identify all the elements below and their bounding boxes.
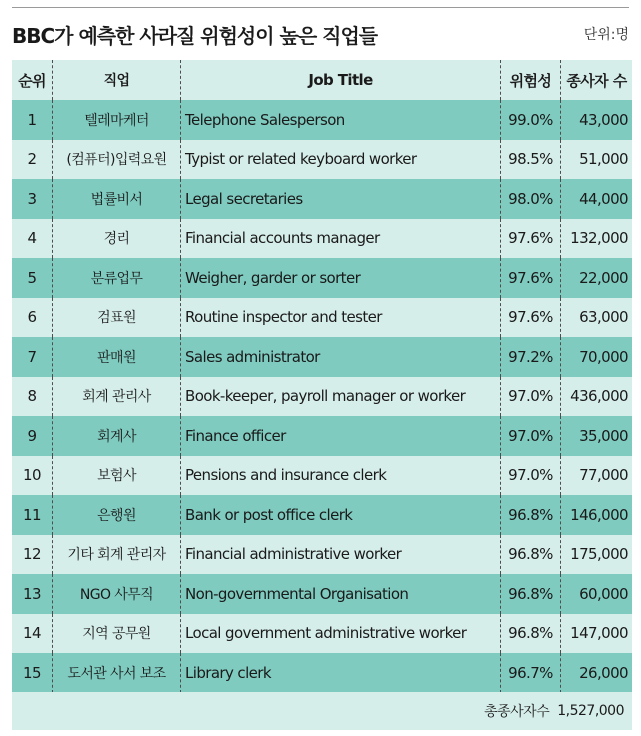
job-title-cell: Routine inspector and tester — [180, 298, 500, 338]
job-title-cell: Local government administrative worker — [180, 614, 500, 654]
job-kr-cell: (컴퓨터)입력요원 — [52, 140, 180, 180]
employees-cell: 63,000 — [560, 298, 632, 338]
job-title-cell: Financial accounts manager — [180, 219, 500, 259]
risk-cell: 96.8% — [500, 495, 560, 535]
table-row — [12, 377, 632, 417]
rank-cell: 1 — [27, 110, 37, 129]
job-kr-cell: 보험사 — [52, 456, 180, 496]
risk-cell: 97.0% — [500, 377, 560, 417]
total-value: 1,527,000 — [557, 703, 624, 719]
table-row — [12, 614, 632, 654]
job-kr-cell: 회계 관리사 — [52, 377, 180, 417]
job-title-cell: Weigher, garder or sorter — [180, 258, 500, 298]
job-kr-cell: 법률비서 — [52, 179, 180, 219]
job-kr-cell: 지역 공무원 — [52, 614, 180, 654]
employees-cell: 146,000 — [560, 495, 632, 535]
risk-cell: 96.7% — [500, 653, 560, 693]
risk-cell: 96.8% — [500, 535, 560, 575]
risk-cell: 96.8% — [500, 574, 560, 614]
top-rule — [12, 7, 629, 8]
table-row — [12, 535, 632, 575]
table-row — [12, 258, 632, 298]
rank-cell: 13 — [23, 584, 41, 603]
job-title-cell: Typist or related keyboard worker — [180, 140, 500, 180]
table-row — [12, 495, 632, 535]
rank-cell: 2 — [27, 150, 37, 169]
employees-cell: 132,000 — [560, 219, 632, 259]
unit-label: 단위:명 — [583, 27, 629, 43]
job-title-cell: Book-keeper, payroll manager or worker — [180, 377, 500, 417]
job-kr-cell: 경리 — [52, 219, 180, 259]
employees-cell: 51,000 — [560, 140, 632, 180]
rank-cell: 14 — [23, 624, 41, 643]
rank-cell: 15 — [23, 663, 41, 682]
rank-cell: 8 — [27, 387, 37, 406]
risk-cell: 97.0% — [500, 456, 560, 496]
table-row — [12, 179, 632, 219]
job-title-cell: Finance officer — [180, 416, 500, 456]
risk-cell: 98.5% — [500, 140, 560, 180]
table-header — [12, 60, 632, 100]
job-title-cell: Telephone Salesperson — [180, 100, 500, 140]
employees-cell: 43,000 — [560, 100, 632, 140]
table-row — [12, 574, 632, 614]
job-kr-cell: 도서관 사서 보조 — [52, 653, 180, 693]
header-risk: 위험성 — [500, 60, 560, 100]
employees-cell: 44,000 — [560, 179, 632, 219]
risk-cell: 98.0% — [500, 179, 560, 219]
employees-cell: 26,000 — [560, 653, 632, 693]
rank-cell: 11 — [23, 505, 41, 524]
header-job-title: Job Title — [180, 60, 500, 100]
job-title-cell: Pensions and insurance clerk — [180, 456, 500, 496]
rank-cell: 6 — [27, 308, 37, 327]
employees-cell: 70,000 — [560, 337, 632, 377]
header-employees: 종사자 수 — [560, 60, 632, 100]
risk-cell: 97.2% — [500, 337, 560, 377]
header-job-kr: 직업 — [52, 60, 180, 100]
table-row — [12, 100, 632, 140]
employees-cell: 175,000 — [560, 535, 632, 575]
risk-cell: 97.6% — [500, 219, 560, 259]
table-row — [12, 140, 632, 180]
risk-cell: 97.0% — [500, 416, 560, 456]
title-row — [12, 14, 629, 54]
job-kr-cell: 검표원 — [52, 298, 180, 338]
table-row — [12, 653, 632, 693]
job-title-cell: Sales administrator — [180, 337, 500, 377]
job-kr-cell: 은행원 — [52, 495, 180, 535]
employees-cell: 22,000 — [560, 258, 632, 298]
employees-cell: 147,000 — [560, 614, 632, 654]
rank-cell: 4 — [27, 229, 37, 248]
rank-cell: 7 — [27, 347, 37, 366]
table-body — [12, 100, 632, 693]
job-kr-cell: 분류업무 — [52, 258, 180, 298]
table-row — [12, 337, 632, 377]
rank-cell: 9 — [27, 426, 37, 445]
table-row — [12, 219, 632, 259]
job-title-cell: Non-governmental Organisation — [180, 574, 500, 614]
total-row — [12, 692, 632, 730]
job-title-cell: Bank or post office clerk — [180, 495, 500, 535]
total-label: 총종사자수 — [484, 704, 550, 720]
data-table — [12, 60, 632, 693]
table-row — [12, 456, 632, 496]
header-rank: 순위 — [18, 71, 46, 90]
employees-cell: 77,000 — [560, 456, 632, 496]
job-title-cell: Financial administrative worker — [180, 535, 500, 575]
rank-cell: 12 — [23, 545, 41, 564]
risk-cell: 96.8% — [500, 614, 560, 654]
job-kr-cell: 판매원 — [52, 337, 180, 377]
job-kr-cell: 텔레마케터 — [52, 100, 180, 140]
job-title-cell: Legal secretaries — [180, 179, 500, 219]
rank-cell: 5 — [27, 268, 37, 287]
employees-cell: 436,000 — [560, 377, 632, 417]
job-title-cell: Library clerk — [180, 653, 500, 693]
job-kr-cell: 회계사 — [52, 416, 180, 456]
rank-cell: 3 — [27, 189, 37, 208]
risk-cell: 97.6% — [500, 258, 560, 298]
risk-cell: 97.6% — [500, 298, 560, 338]
rank-cell: 10 — [23, 466, 41, 485]
employees-cell: 35,000 — [560, 416, 632, 456]
risk-cell: 99.0% — [500, 100, 560, 140]
table-row — [12, 298, 632, 338]
chart-title: BBC가 예측한 사라질 위험성이 높은 직업들 — [12, 23, 378, 48]
table-row — [12, 416, 632, 456]
employees-cell: 60,000 — [560, 574, 632, 614]
job-kr-cell: 기타 회계 관리자 — [52, 535, 180, 575]
job-kr-cell: NGO 사무직 — [52, 574, 180, 614]
